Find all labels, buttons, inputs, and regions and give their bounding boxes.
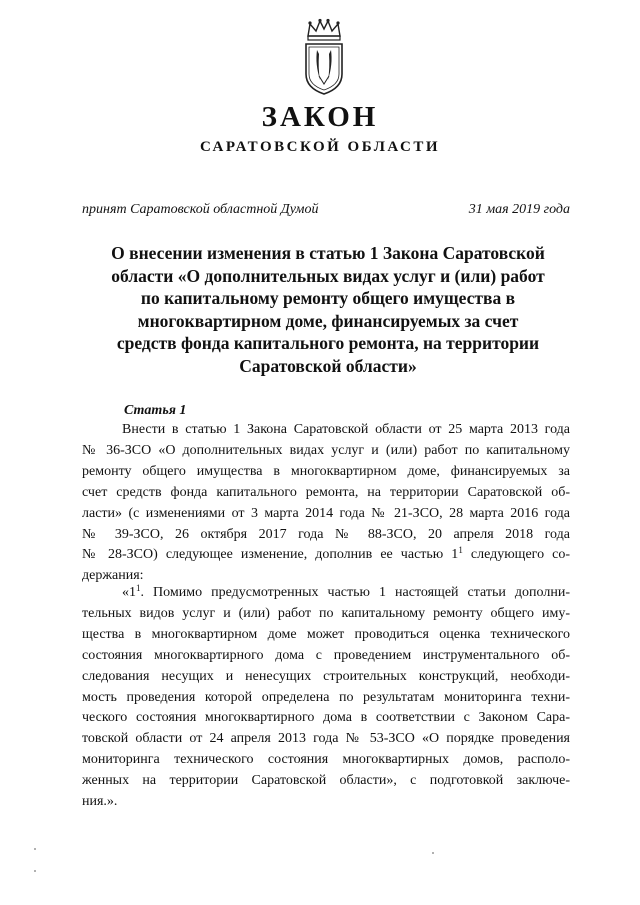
text-fragment: . Помимо предусмотренных частью 1 настоящей статьи дополни-	[140, 585, 570, 600]
text-line	[82, 583, 570, 604]
document-title-line: О внесении изменения в статью 1 Закона Саратовской	[111, 243, 545, 263]
article-paragraph-1	[82, 420, 570, 587]
text-line: держания:	[82, 568, 144, 584]
text-line: щества в многоквартирном доме может проводиться оценка технического	[82, 626, 570, 642]
law-region: САРАТОВСКОЙ ОБЛАСТИ	[199, 139, 441, 155]
document-title-line: многоквартирном доме, финансируемых за счет	[137, 310, 519, 331]
text-line: тельных видов услуг и (или) работ по капитальному ремонту общего иму-	[82, 605, 570, 621]
adopted-by: принят Саратовской областной Думой	[82, 202, 319, 217]
document-title	[76, 242, 580, 377]
scan-speck	[432, 852, 434, 854]
scan-speck	[34, 870, 36, 872]
text-line: следования несущих и ненесущих строительных конструкций, необходи-	[82, 668, 570, 684]
text-line: № 36-ЗСО «О дополнительных видах услуг и (или) работ по капитальному	[82, 442, 570, 458]
text-fragment: «1	[122, 585, 136, 600]
text-line	[82, 545, 570, 566]
adoption-date: 31 мая 2019 года	[468, 202, 570, 217]
article-heading: Статья 1	[124, 403, 187, 418]
document-title-line: по капитальному ремонту общего имущества в	[140, 288, 516, 308]
document-title-line: средств фонда капитального ремонта, на территории	[116, 333, 540, 353]
scan-speck	[34, 848, 36, 850]
superscript: 1	[136, 583, 141, 593]
text-line: ческого состояния многоквартирного дома в соответствии с Законом Сара-	[82, 710, 570, 726]
document-title-line: области «О дополнительных видах услуг и (или) работ	[111, 265, 545, 286]
text-line: ния.».	[82, 794, 118, 810]
superscript: 1	[458, 545, 463, 556]
text-line: женных на территории Саратовской области», с подготовкой заключе-	[82, 773, 570, 789]
article-paragraph-2	[82, 583, 570, 813]
saratov-coat-of-arms-icon	[302, 18, 346, 96]
document-title-line: Саратовской области»	[239, 355, 417, 376]
text-line: состояния многоквартирного дома с проведением инструментального об-	[82, 647, 570, 663]
text-line: Внести в статью 1 Закона Саратовской области от 25 марта 2013 года	[122, 422, 570, 437]
text-line: ремонту общего имущества в многоквартирном доме, финансируемых за	[82, 463, 570, 479]
text-line: мость проведения которой определена по результатам мониторинга техни-	[82, 689, 570, 705]
text-fragment: № 28-ЗСО) следующее изменение, дополнив ее частью 1	[82, 547, 459, 563]
text-line: счет средств фонда капитального ремонта, на территории Саратовской об-	[82, 484, 570, 500]
text-line: товской области от 24 апреля 2013 года № 53-ЗСО «О порядке проведения	[82, 731, 570, 747]
law-title: ЗАКОН	[261, 101, 379, 133]
text-line: мониторинга технического состояния многоквартирных домов, располо-	[82, 752, 570, 768]
text-line: № 39-ЗСО, 26 октября 2017 года № 88-ЗСО, 20 апреля 2018 года	[82, 526, 570, 542]
text-line: ласти» (с изменениями от 3 марта 2014 года № 21-ЗСО, 28 марта 2016 года	[82, 505, 570, 521]
text-fragment: следующего со-	[462, 547, 571, 563]
